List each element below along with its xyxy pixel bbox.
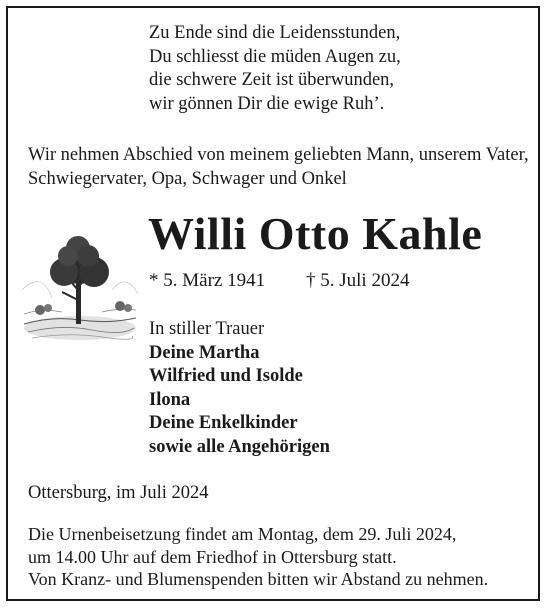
mourners xyxy=(149,318,330,459)
mourner-name: Ilona xyxy=(149,389,191,410)
poem-line: Zu Ende sind die Leidensstunden, xyxy=(149,23,401,43)
mourner-name: Deine Enkelkinder xyxy=(149,413,298,433)
mourner-name: Deine Martha xyxy=(149,342,260,363)
intro-text: Wir nehmen Abschied von meinem geliebten Mann, unserem Vater, Schwiegervater, Opa, Schwager und Onkel xyxy=(28,145,529,189)
mourners-heading: In stiller Trauer xyxy=(149,319,265,339)
funeral-notice xyxy=(28,523,538,591)
notice-line: um 14.00 Uhr auf dem Friedhof in Ottersburg statt. xyxy=(28,546,397,567)
notice-line: Von Kranz- und Blumenspenden bitten wir Abstand zu nehmen. xyxy=(28,569,489,589)
death-date: † 5. Juli 2024 xyxy=(306,270,410,291)
birth-date: * 5. März 1941 xyxy=(149,270,266,291)
notice-line: Die Urnenbeisetzung findet am Montag, dem 29. Juli 2024, xyxy=(28,524,457,544)
poem-line: die schwere Zeit ist überwunden, xyxy=(149,70,395,90)
deceased-name: Willi Otto Kahle xyxy=(148,208,483,259)
obituary-frame xyxy=(6,6,540,601)
poem-line: wir gönnen Dir die ewige Ruh’. xyxy=(149,93,385,114)
place-date: Ottersburg, im Juli 2024 xyxy=(28,483,209,503)
poem-line: Du schliesst die müden Augen zu, xyxy=(149,46,401,67)
poem xyxy=(149,22,401,116)
mourner-name: sowie alle Angehörigen xyxy=(149,436,330,457)
mourner-name: Wilfried und Isolde xyxy=(149,366,303,386)
tree-landscape-icon xyxy=(22,220,138,348)
